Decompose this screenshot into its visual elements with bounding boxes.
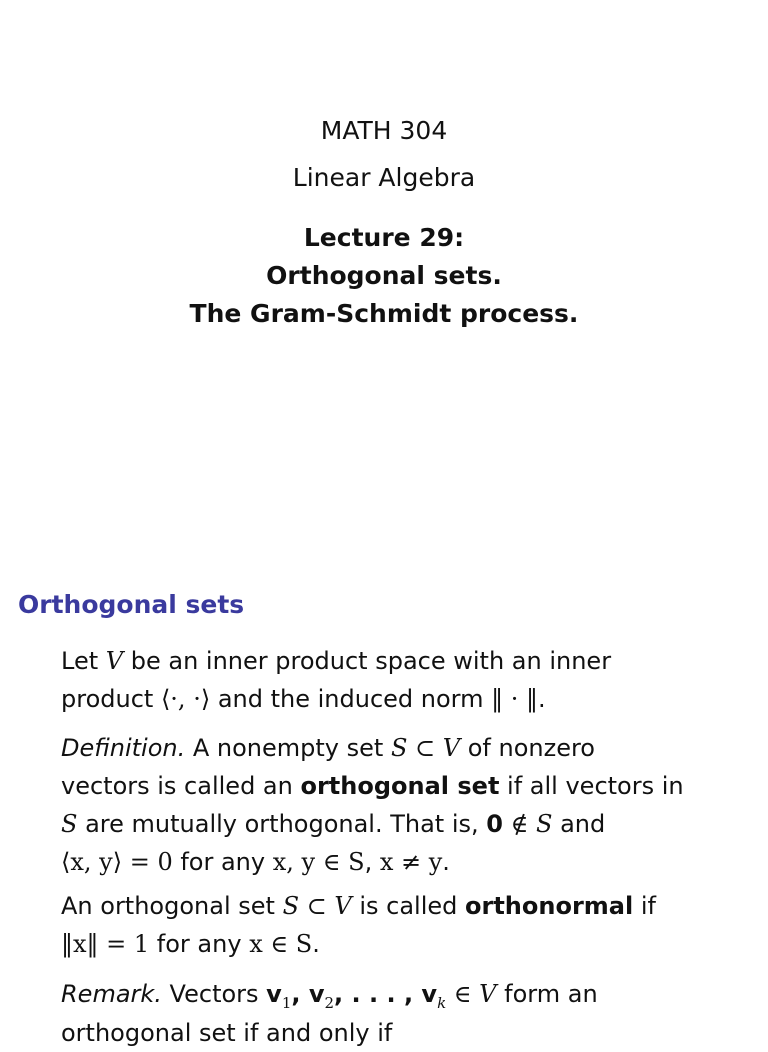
text: of nonzero (460, 734, 595, 762)
math-x-in-S: x ∈ S (249, 930, 313, 958)
paragraph-remark-cont (61, 1014, 751, 1052)
lecture-topic-2: The Gram-Schmidt process. (189, 299, 579, 328)
subscript: 2 (324, 993, 335, 1012)
math-zero-vector: 0 (486, 810, 503, 838)
subscript: k (437, 993, 447, 1012)
text: product (61, 685, 161, 713)
math-vector-v: , v (291, 980, 325, 1008)
lecture-number: Lecture 29: (303, 223, 465, 252)
text: if all vectors in (499, 772, 684, 800)
course-title: MATH 304 (320, 116, 448, 145)
term-orthonormal: orthonormal (465, 892, 634, 920)
text: orthogonal set if and only if (61, 1019, 393, 1047)
text: is called (351, 892, 465, 920)
math-S: S (61, 810, 78, 838)
text: and (552, 810, 606, 838)
math-subset: S ⊂ V (390, 734, 461, 762)
section-heading: Orthogonal sets (18, 590, 245, 619)
term-orthogonal-set: orthogonal set (300, 772, 500, 800)
text: Let (61, 647, 106, 675)
math-norm-x: ‖x‖ = 1 (61, 930, 150, 958)
text: An orthogonal set (61, 892, 283, 920)
math-vector-v: , . . . , v (334, 980, 438, 1008)
math-notin: ∉ S (502, 810, 553, 838)
text: for any (172, 848, 273, 876)
subject-title: Linear Algebra (292, 163, 476, 192)
paragraph-orthonormal (61, 887, 751, 963)
text: form an (496, 980, 598, 1008)
math-inner-product: ⟨·, ·⟩ (160, 685, 211, 713)
text: . (312, 930, 320, 958)
text: . (442, 848, 450, 876)
math-in-V: ∈ V (446, 980, 497, 1008)
text: for any (149, 930, 250, 958)
lecture-topic-1: Orthogonal sets. (266, 261, 502, 290)
remark-label: Remark. (61, 980, 162, 1008)
math-x-neq-y: x ≠ y (379, 848, 443, 876)
math-vector-v: v (266, 980, 282, 1008)
title-slide (0, 0, 768, 512)
subscript: 1 (281, 993, 292, 1012)
text: , (364, 848, 380, 876)
math-xy-in-S: x, y ∈ S (272, 848, 365, 876)
math-norm: ‖ · ‖ (491, 685, 538, 713)
paragraph-inner-product-space (61, 642, 751, 718)
math-subset: S ⊂ V (282, 892, 352, 920)
definition-label: Definition. (61, 734, 186, 762)
text: Vectors (161, 980, 267, 1008)
text: if (633, 892, 656, 920)
lecture-title-block (0, 219, 768, 333)
text: A nonempty set (185, 734, 391, 762)
paragraph-definition (61, 729, 751, 881)
math-inner-zero: ⟨x, y⟩ = 0 (61, 848, 173, 876)
math-V: V (105, 647, 124, 675)
text: . (538, 685, 546, 713)
text: are mutually orthogonal. That is, (77, 810, 487, 838)
content-slide (0, 512, 768, 1047)
text: vectors is called an (61, 772, 301, 800)
text: be an inner product space with an inner (123, 647, 612, 675)
text: and the induced norm (210, 685, 492, 713)
